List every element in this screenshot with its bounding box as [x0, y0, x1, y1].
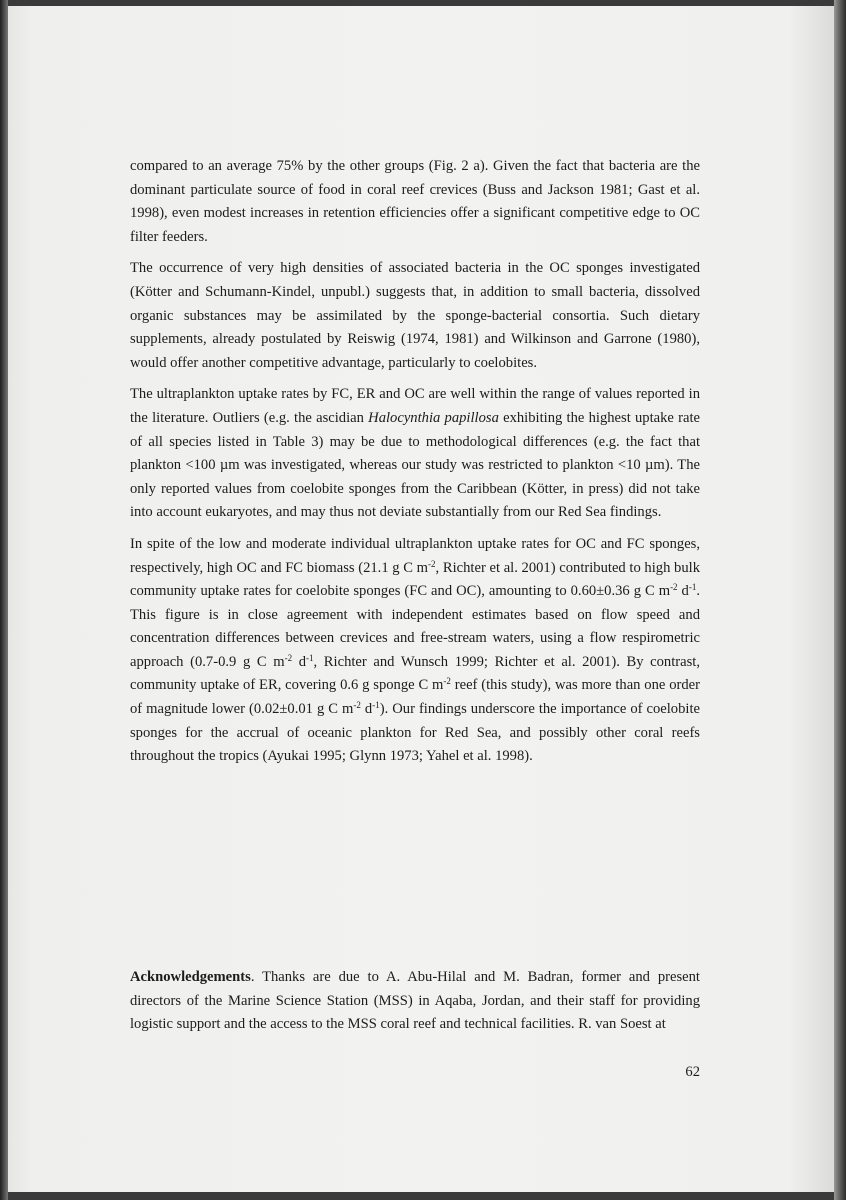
page-number: 62 — [685, 1064, 700, 1080]
p4-sup5: -1 — [306, 652, 314, 663]
p4-sup1: -2 — [428, 558, 436, 569]
paragraph-3 — [130, 383, 700, 525]
p4-f: , Richter and Wunsch 1999; Richter et al. 2001). By contrast, community uptake of ER, covering 0.6 g sponge C m — [130, 653, 700, 694]
paragraph-3-part-a: The ultraplankton uptake rates by FC, ER and OC are well within the range of values reported in the literature. Outliers (e.g. the ascidian — [130, 386, 700, 426]
acknowledgements-heading: Acknowledgements — [130, 969, 251, 985]
p4-h: d — [360, 701, 373, 718]
p4-sup4: -2 — [284, 652, 293, 663]
body-text — [130, 155, 700, 777]
paragraph-2: The occurrence of very high densities of associated bacteria in the OC sponges investigated (Kötter and Schumann-Kindel, unpubl.) suggests that, in addition to small bacteria, dissolved organic substances may be assimilated by the sponge-bacterial consortia. Such dietary supplements, already postulated by Reiswig (1974, 1981) and Wilkinson and Garrone (1980), would offer another competitive advantage, particularly to coelobites. — [130, 260, 700, 371]
p4-e: d — [292, 653, 307, 670]
acknowledgements-text: . Thanks are due to A. Abu-Hilal and M. Badran, former and present directors of the Marine Science Station (MSS) in Aqaba, Jordan, and their staff for providing logistic support and the access to the MSS coral reef and technical facilities. R. van Soest at — [130, 969, 700, 1033]
p4-a: In spite of the low and moderate individual ultraplankton uptake rates for OC and FC sponges, respectively, high OC and FC biomass (21.1 g C m — [130, 535, 700, 576]
p4-c: d — [677, 583, 689, 600]
p4-sup3: -1 — [688, 582, 697, 593]
acknowledgements-paragraph — [130, 966, 700, 1037]
paragraph-4 — [130, 533, 700, 769]
p4-g: reef (this study), was more than one order of magnitude lower (0.02±0.01 g C m — [130, 677, 700, 718]
p4-d: . This figure is in close agreement with independent estimates based on flow speed and concentration differences between crevices and free-stream waters, using a flow respirometric approach (0.7-0.9 g C m — [130, 583, 701, 670]
p4-sup6: -2 — [443, 676, 451, 687]
paragraph-3-part-b: exhibiting the highest uptake rate of all species listed in Table 3) may be due to methodological differences (e.g. the fact that plankton <100 µm was investigated, whereas our study was restricted to plankton <10 µm). The only reported values from coelobite sponges from the Caribbean (Kötter, in press) did not take into account eukaryotes, and may thus not deviate substantially from our Red Sea findings. — [130, 409, 700, 521]
species-name: Halocynthia papillosa — [368, 409, 499, 426]
page-edge-right — [834, 0, 846, 1200]
paragraph-1: compared to an average 75% by the other groups (Fig. 2 a). Given the fact that bacteria are the dominant particulate source of food in coral reef crevices (Buss and Jackson 1981; Gast et al. 1998), even modest increases in retention efficiencies offer a significant competitive edge to OC filter feeders. — [130, 158, 700, 245]
p4-b: , Richter et al. 2001) contributed to high bulk community uptake rates for coelobite sponges (FC and OC), amounting to 0.60±0.36 g C m — [130, 559, 700, 600]
p4-sup2: -2 — [670, 582, 678, 593]
binding-shadow-left — [0, 0, 8, 1200]
p4-i: ). Our findings underscore the importance of coelobite sponges for the accrual of oceanic plankton for Red Sea, and possibly other coral reefs throughout the tropics (Ayukai 1995; Glynn 1973; Yahel et al. 1998). — [130, 701, 700, 765]
p4-sup8: -1 — [372, 700, 380, 711]
p4-sup7: -2 — [353, 700, 361, 711]
